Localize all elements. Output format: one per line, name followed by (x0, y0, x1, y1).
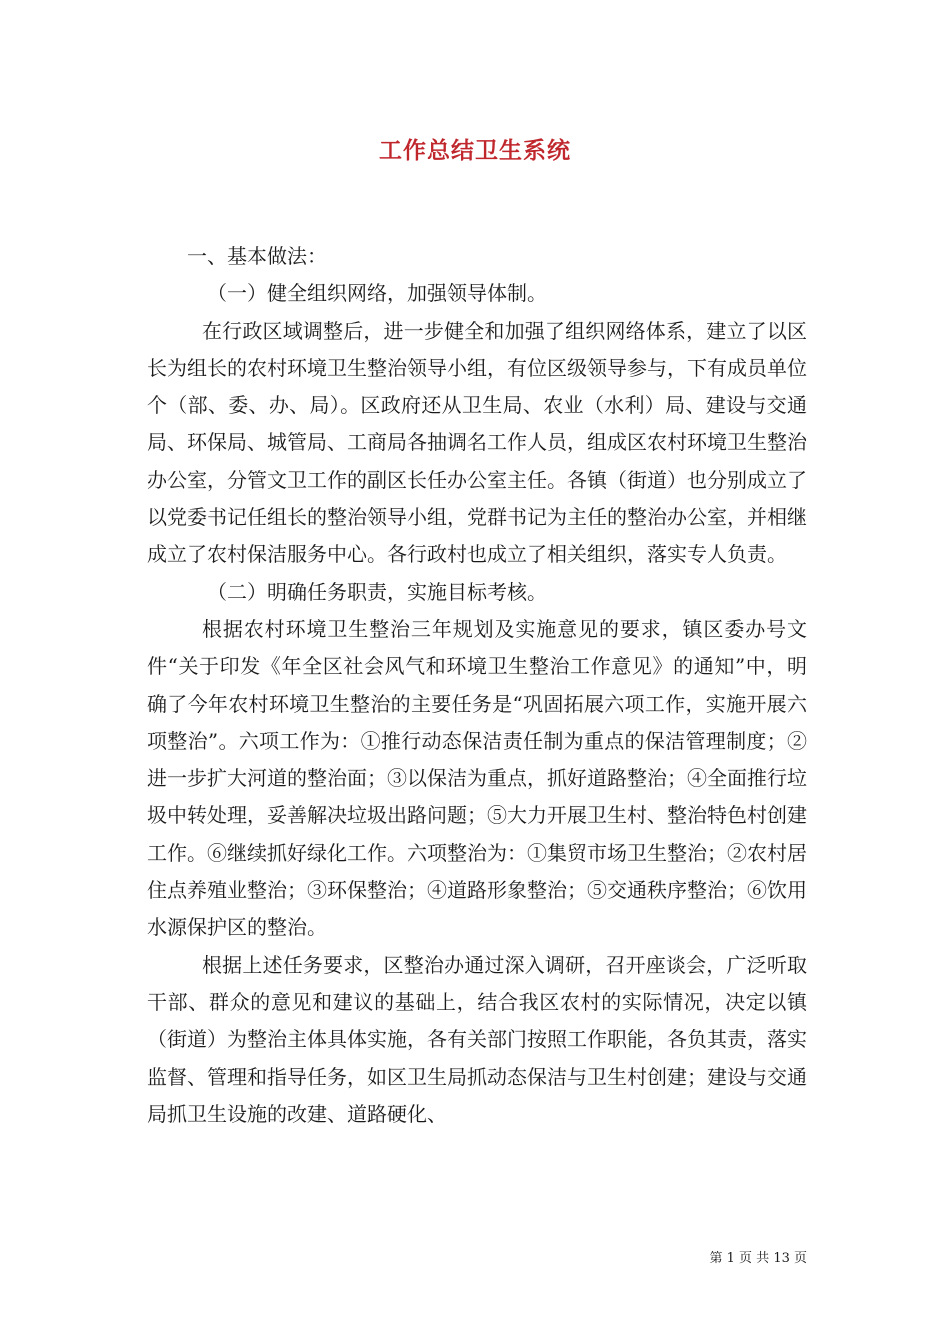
page-number-footer: 第 1 页 共 13 页 (709, 1251, 807, 1266)
subsection-heading: （一）健全组织网络，加强领导体制。 (207, 281, 547, 306)
paragraph: 在行政区域调整后，进一步健全和加强了组织网络体系，建立了以区长为组长的农村环境卫生整治领导小组，有位区级领导参与，下有成员单位个（部、委、办、局）。区政府还从卫生局、农业（水利）局、建设与交通局、环保局、城管局、工商局各抽调名工作人员，组成区农村环境卫生整治办公室，分管文卫工作的副区长任办公室主任。各镇（街道）也分别成立了以党委书记任组长的整治领导小组，党群书记为主任的整治办公室，并相继成立了农村保洁服务中心。各行政村也成立了相关组织，落实专人负责。 (147, 318, 807, 567)
paragraph: 根据农村环境卫生整治三年规划及实施意见的要求，镇区委办号文件“关于印发《年全区社会风气和环境卫生整治工作意见》的通知”中，明确了今年农村环境卫生整治的主要任务是“巩固拓展六项工作，实施开展六项整治”。六项工作为：①推行动态保洁责任制为重点的保洁管理制度；②进一步扩大河道的整治面；③以保洁为重点，抓好道路整治；④全面推行垃圾中转处理，妥善解决垃圾出路问题；⑤大力开展卫生村、整治特色村创建工作。⑥继续抓好绿化工作。六项整治为：①集贸市场卫生整治；②农村居住点养殖业整治；③环保整治；④道路形象整治；⑤交通秩序整治；⑥饮用水源保护区的整治。 (147, 616, 807, 940)
subsection-heading: （二）明确任务职责，实施目标考核。 (207, 579, 547, 604)
section-heading: 一、基本做法： (187, 244, 327, 268)
paragraph: 根据上述任务要求，区整治办通过深入调研，召开座谈会，广泛听取干部、群众的意见和建议的基础上，结合我区农村的实际情况，决定以镇（街道）为整治主体具体实施，各有关部门按照工作职能，各负其责，落实监督、管理和指导任务，如区卫生局抓动态保洁与卫生村创建；建设与交通局抓卫生设施的改建、道路硬化、 (147, 952, 807, 1126)
document-body (147, 238, 807, 1133)
document-title: 工作总结卫生系统 (379, 137, 571, 164)
